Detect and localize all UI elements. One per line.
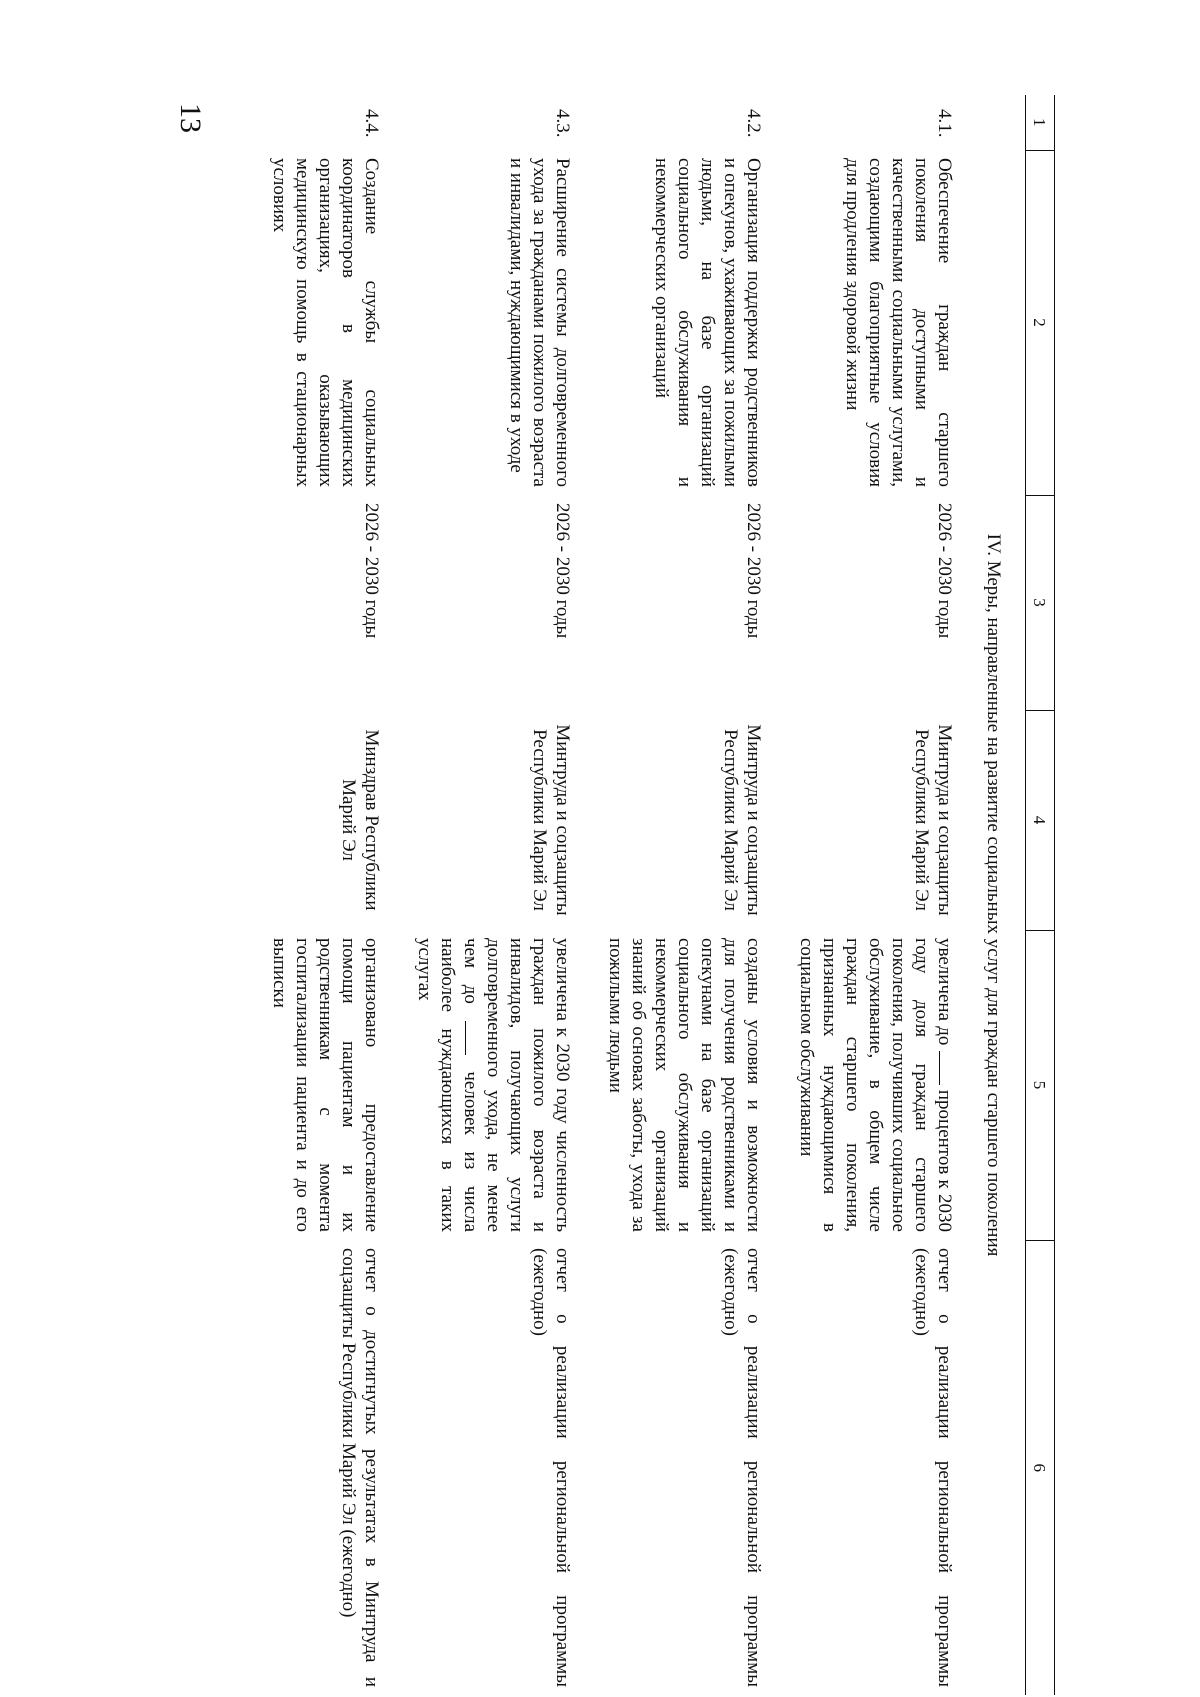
rotated-table-container — [175, 95, 1055, 1695]
result-text: увеличена до — [934, 938, 955, 1046]
period-cell: 2026 - 2030 годы — [934, 503, 955, 639]
measure-cell: Организация поддержки родственников и опекунов, ухаживающих за пожилыми людьми, на базе организаций социального обслуживания и некоммерческих организаций — [651, 158, 764, 487]
table-row — [395, 95, 586, 1695]
blank-field — [465, 1021, 480, 1055]
row-number: 4.4. — [361, 109, 382, 138]
table-row — [215, 95, 395, 1695]
table-row — [777, 95, 968, 1695]
responsible-cell: Минтруда и соцзащиты Республики Марий Эл — [529, 724, 573, 916]
blank-field — [939, 1051, 954, 1085]
report-cell: отчет о реализации региональной программы (ежегодно) — [911, 1248, 955, 1687]
responsible-cell: Минздрав Республики Марий Эл — [338, 729, 382, 911]
column-header: 3 — [1026, 495, 1055, 710]
column-header: 5 — [1026, 930, 1055, 1240]
responsible-cell: Минтруда и соцзащиты Республики Марий Эл — [720, 724, 764, 916]
result-text: увеличена к 2030 году численность граждан пожилого возраста и инвалидов, получающих услуги долговременного ухода, не менее чем до — [460, 938, 573, 1232]
column-header: 6 — [1026, 1240, 1055, 1695]
measure-cell: Создание службы социальных координаторов в медицинских организациях, оказывающих медицинскую помощь в стационарных условиях — [269, 158, 382, 487]
measure-cell: Обеспечение граждан старшего поколения доступными и качественными социальными услугами, создающими благоприятные условия для продления здоровой жизни — [842, 158, 955, 487]
result-cell: созданы условия и возможности для получения родственниками и опекунами на базе организаций социального обслуживания и некоммерческих организаций знаний об основах заботы, ухода за пожилыми людьми — [605, 938, 764, 1232]
table-header-row — [1026, 95, 1055, 1695]
column-header: 4 — [1026, 710, 1055, 930]
table-row — [586, 95, 777, 1695]
column-header: 1 — [1026, 95, 1055, 150]
result-text: человек из числа наиболее нуждающихся в таких услугах — [414, 938, 481, 1233]
measures-table — [215, 95, 1055, 1695]
responsible-cell: Минтруда и соцзащиты Республики Марий Эл — [911, 724, 955, 916]
row-number: 4.2. — [743, 109, 764, 138]
column-header: 2 — [1026, 150, 1055, 495]
result-cell — [777, 930, 968, 1240]
period-cell: 2026 - 2030 годы — [552, 503, 573, 639]
row-number: 4.1. — [934, 109, 955, 138]
result-cell — [395, 930, 586, 1240]
measure-cell: Расширение системы долговременного ухода за гражданами пожилого возраста и инвалидами, нуждающимися в уходе — [506, 158, 573, 487]
result-cell: организовано предоставление помощи пациентам и их родственникам с момента госпитализации пациента и до его выписки — [269, 938, 382, 1232]
period-cell: 2026 - 2030 годы — [743, 503, 764, 639]
report-cell: отчет о реализации региональной программы (ежегодно) — [720, 1248, 764, 1687]
page-number: 13 — [174, 103, 207, 133]
section-title: IV. Меры, направленные на развитие социальных услуг для граждан старшего поколения — [983, 533, 1004, 1257]
result-text: процентов к 2030 году доля граждан старшего поколения, получивших социальное обслуживание, в общем числе граждан старшего поколения, признанных нуждающимися в социальном обслуживании — [796, 938, 955, 1232]
section-title-row — [968, 95, 1026, 1695]
report-cell: отчет о достигнутых результатах в Минтруда и соцзащиты Республики Марий Эл (ежегодно) — [338, 1248, 382, 1687]
report-cell: отчет о реализации региональной программы (ежегодно) — [529, 1248, 573, 1687]
period-cell: 2026 - 2030 годы — [361, 503, 382, 639]
row-number: 4.3. — [552, 109, 573, 138]
